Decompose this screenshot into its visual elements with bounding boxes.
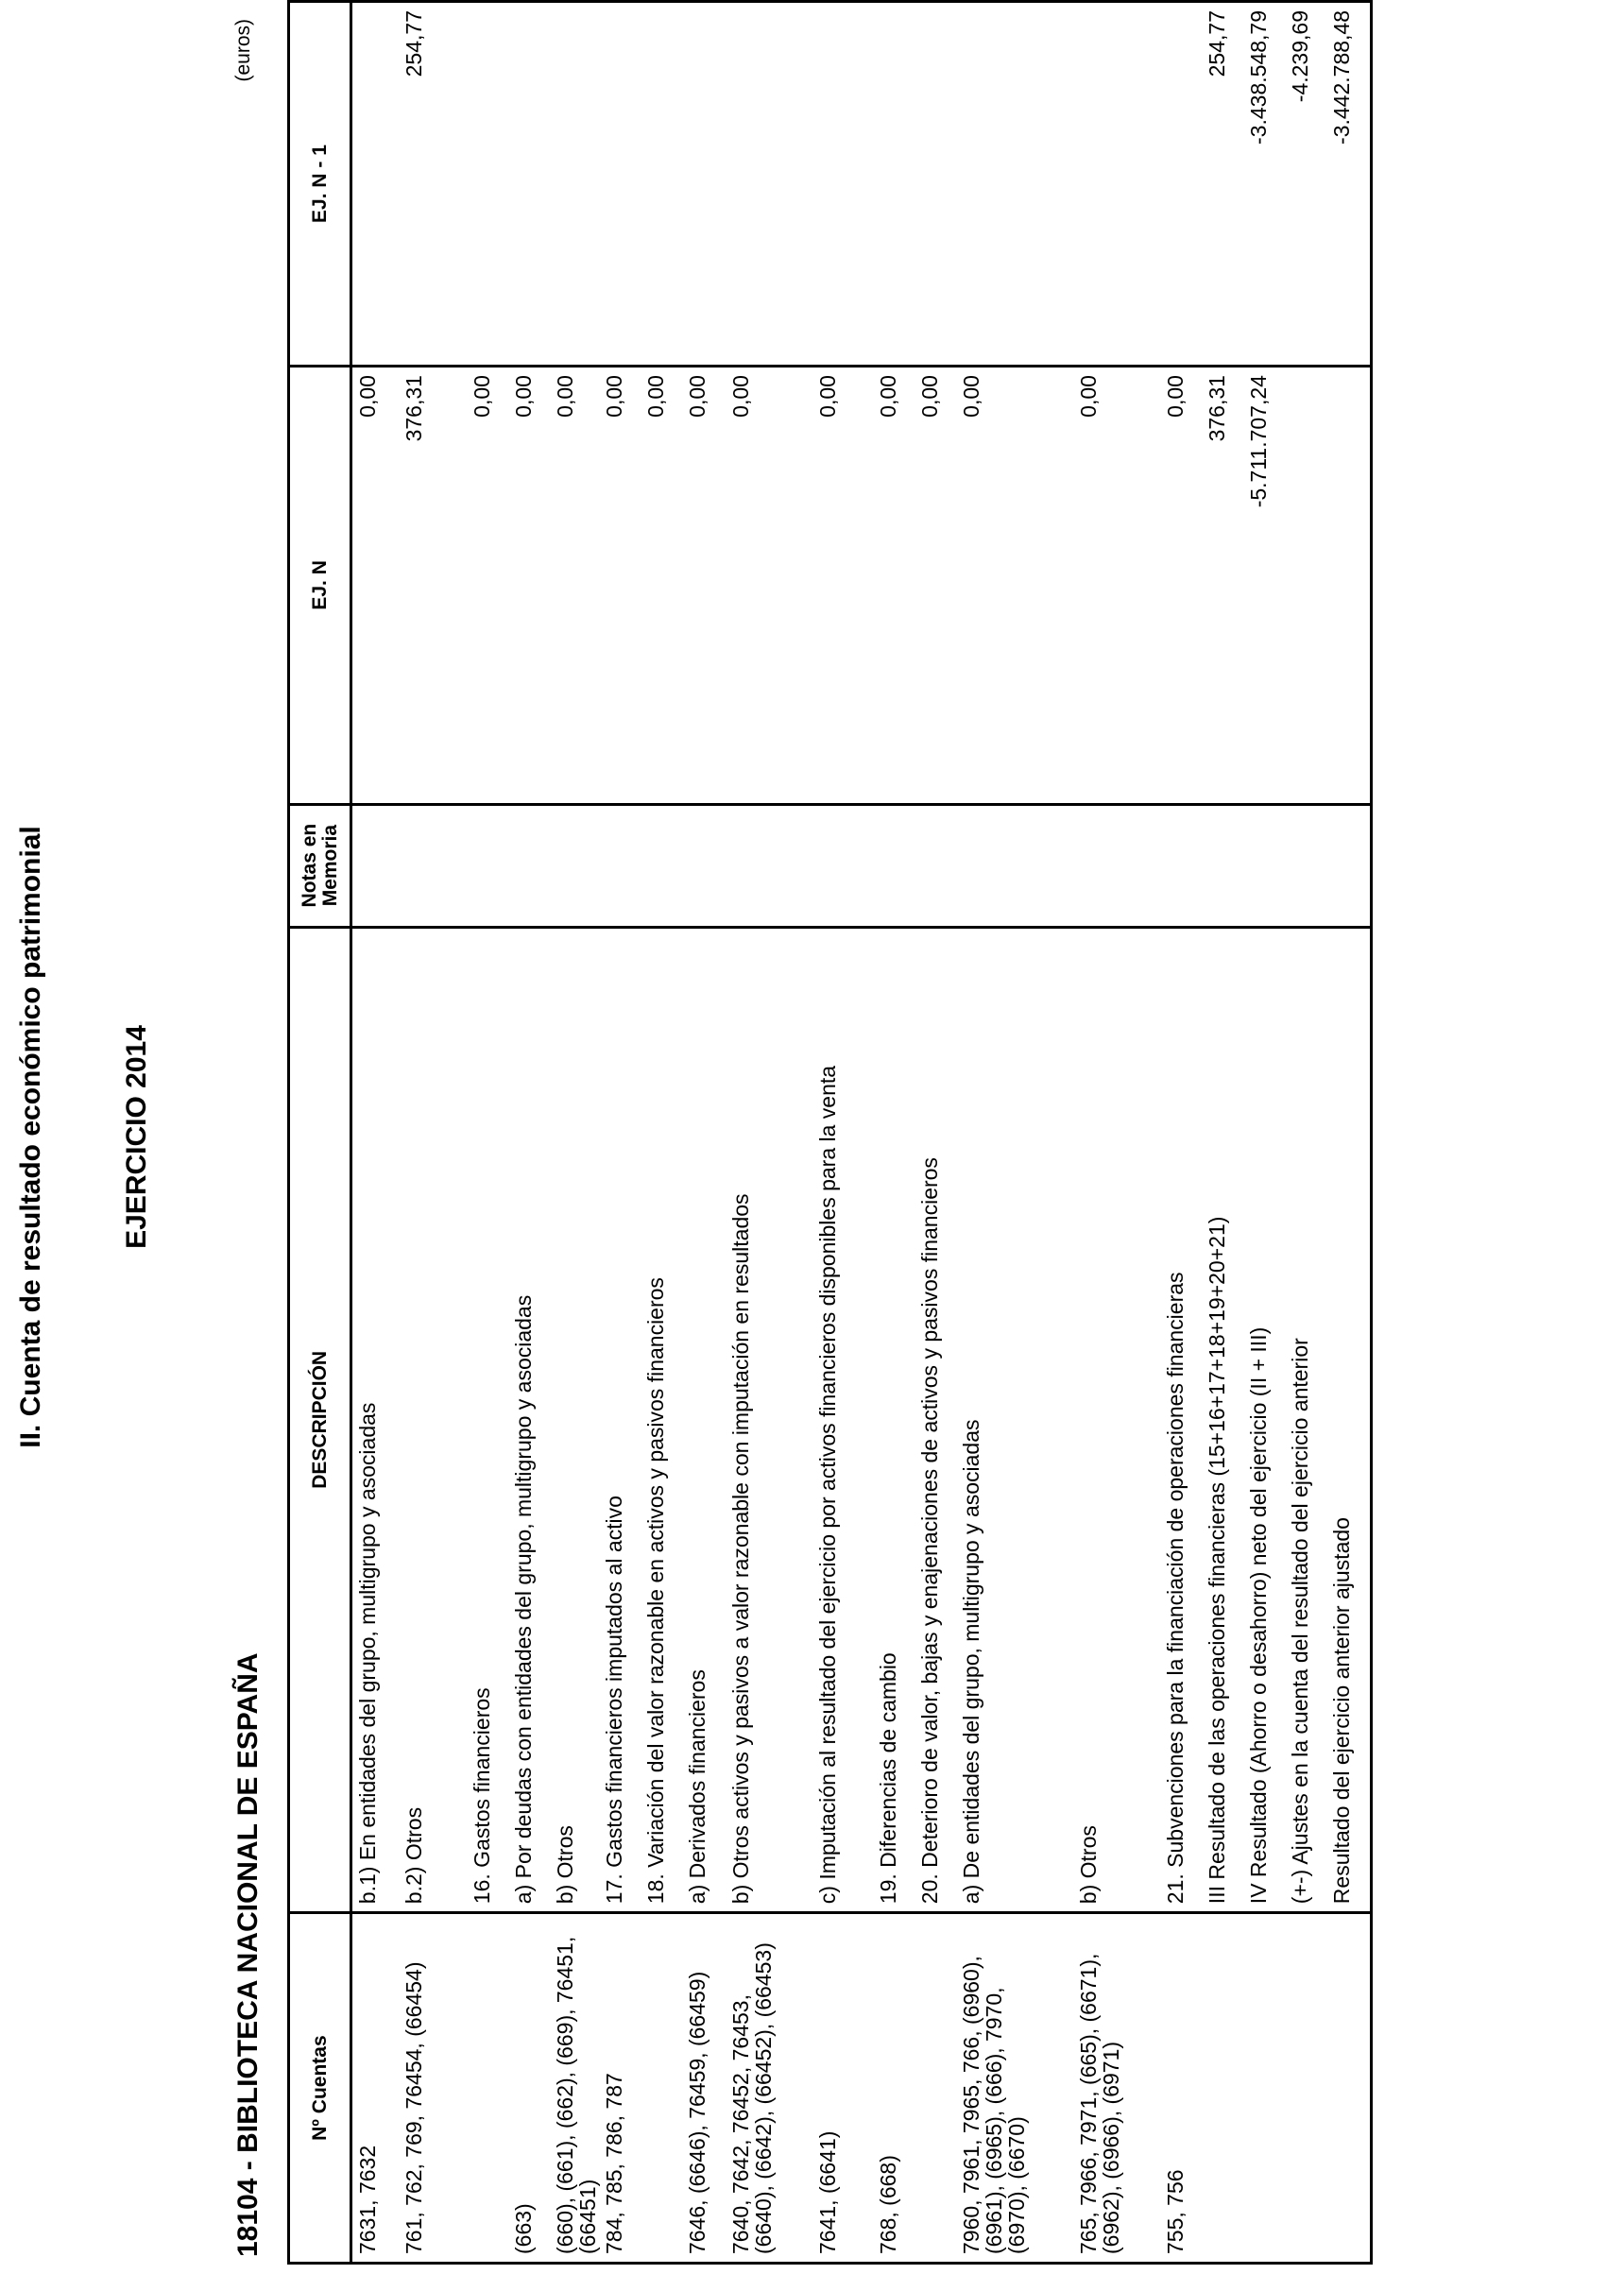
account-codes-cell: 765, 7966, 7971, (665), (6671), (6962), (6966), (6971) [1073,1913,1160,2264]
previous-year-amount-cell: 254,77 [1202,2,1243,367]
current-year-amount-cell: 0,00 [682,367,726,805]
current-year-amount-cell: -5.711.707,24 [1243,367,1285,805]
column-header-notes [289,804,351,927]
notes-cell [1285,804,1326,927]
account-codes-cell: 7641, (6641) [812,1913,873,2264]
description-cell: a) De entidades del grupo, multigrupo y asociadas [956,927,1073,1913]
previous-year-amount-cell [812,2,873,367]
description-cell: III Resultado de las operaciones financieras (15+16+17+18+19+20+21) [1202,927,1243,1913]
notes-cell [1160,804,1202,927]
notes-cell [726,804,812,927]
previous-year-amount-cell [508,2,550,367]
account-codes-cell: 7960, 7961, 7965, 766, (6960), (6961), (6965), (666), 7970, (6970), (6670) [956,1913,1073,2264]
table-row [599,2,641,2264]
table-row [812,2,873,2264]
current-year-amount-cell: 0,00 [467,367,508,805]
notes-cell [1073,804,1160,927]
current-year-amount-cell: 0,00 [873,367,915,805]
fiscal-year-title: EJERCICIO 2014 [121,1025,152,1249]
table-row [1285,2,1326,2264]
table-row [351,2,399,2264]
table-row [915,2,956,2264]
notes-cell [641,804,682,927]
current-year-amount-cell: 0,00 [1073,367,1160,805]
document-title: II. Cuenta de resultado económico patrimonial [15,826,46,1448]
description-cell: 18. Variación del valor razonable en activos y pasivos financieros [641,927,682,1913]
table-body [351,2,1372,2264]
description-cell: a) Derivados financieros [682,927,726,1913]
description-cell: Resultado del ejercicio anterior ajustado [1326,927,1372,1913]
previous-year-amount-cell: -3.438.548,79 [1243,2,1285,367]
notes-cell [1243,804,1285,927]
description-cell: a) Por deudas con entidades del grupo, multigrupo y asociadas [508,927,550,1913]
account-codes-cell [1243,1913,1285,2264]
current-year-amount-cell: 376,31 [399,367,467,805]
column-header-accounts: Nº Cuentas [289,1913,351,2264]
current-year-amount-cell: 0,00 [550,367,599,805]
table-row [1326,2,1372,2264]
previous-year-amount-cell [873,2,915,367]
notes-cell [1326,804,1372,927]
description-cell: c) Imputación al resultado del ejercicio por activos financieros disponibles para la venta [812,927,873,1913]
current-year-amount-cell: 0,00 [641,367,682,805]
current-year-amount-cell [1326,367,1372,805]
notes-cell [399,804,467,927]
notes-cell [351,804,399,927]
entity-name: 18104 - BIBLIOTECA NACIONAL DE ESPAÑA [232,1652,264,2257]
notes-cell [1202,804,1243,927]
current-year-amount-cell: 0,00 [812,367,873,805]
description-cell: 21. Subvenciones para la financiación de operaciones financieras [1160,927,1202,1913]
description-cell: 16. Gastos financieros [467,927,508,1913]
notes-cell [508,804,550,927]
previous-year-amount-cell [1160,2,1202,367]
account-codes-cell: 784, 785, 786, 787 [599,1913,641,2264]
previous-year-amount-cell: -4.239,69 [1285,2,1326,367]
results-table [287,0,1373,2265]
description-cell: b) Otros [1073,927,1160,1913]
description-cell: b) Otros [550,927,599,1913]
notes-cell [873,804,915,927]
notes-header-text: Notas en Memoria [298,823,341,908]
table-row [1202,2,1243,2264]
description-cell: 20. Deterioro de valor, bajas y enajenaciones de activos y pasivos financieros [915,927,956,1913]
account-codes-cell: 7640, 7642, 76452, 76453, (6640), (6642), (66452), (66453) [726,1913,812,2264]
notes-cell [682,804,726,927]
table-row [873,2,915,2264]
table-row [467,2,508,2264]
account-codes-cell [1202,1913,1243,2264]
current-year-amount-cell: 0,00 [956,367,1073,805]
account-codes-cell [1326,1913,1372,2264]
table-row [726,2,812,2264]
previous-year-amount-cell [956,2,1073,367]
table-row [399,2,467,2264]
description-cell: 19. Diferencias de cambio [873,927,915,1913]
column-header-previous-year: EJ. N - 1 [289,2,351,367]
table-row [550,2,599,2264]
table-header-row [289,2,351,2264]
previous-year-amount-cell [351,2,399,367]
notes-cell [599,804,641,927]
table-row [956,2,1073,2264]
description-cell: b.1) En entidades del grupo, multigrupo y asociadas [351,927,399,1913]
account-codes-cell: (660), (661), (662), (669), 76451, (66451) [550,1913,599,2264]
table-row [1073,2,1160,2264]
table-row [641,2,682,2264]
current-year-amount-cell: 0,00 [915,367,956,805]
account-codes-cell: 761, 762, 769, 76454, (66454) [399,1913,467,2264]
table-row [508,2,550,2264]
description-cell: 17. Gastos financieros imputados al activo [599,927,641,1913]
notes-cell [467,804,508,927]
previous-year-amount-cell [1073,2,1160,367]
account-codes-cell: 7646, (6646), 76459, (66459) [682,1913,726,2264]
description-cell: b.2) Otros [399,927,467,1913]
account-codes-cell [641,1913,682,2264]
previous-year-amount-cell [550,2,599,367]
table-row [682,2,726,2264]
currency-unit: (euros) [232,19,254,82]
account-codes-cell [1285,1913,1326,2264]
current-year-amount-cell: 0,00 [726,367,812,805]
previous-year-amount-cell: 254,77 [399,2,467,367]
notes-cell [812,804,873,927]
account-codes-cell [467,1913,508,2264]
account-codes-cell [915,1913,956,2264]
current-year-amount-cell: 376,31 [1202,367,1243,805]
current-year-amount-cell: 0,00 [508,367,550,805]
notes-cell [550,804,599,927]
previous-year-amount-cell [641,2,682,367]
notes-cell [956,804,1073,927]
notes-cell [915,804,956,927]
column-header-description: DESCRIPCIÓN [289,927,351,1913]
previous-year-amount-cell: -3.442.788,48 [1326,2,1372,367]
current-year-amount-cell: 0,00 [1160,367,1202,805]
current-year-amount-cell: 0,00 [351,367,399,805]
previous-year-amount-cell [599,2,641,367]
current-year-amount-cell [1285,367,1326,805]
previous-year-amount-cell [726,2,812,367]
description-cell: IV Resultado (Ahorro o desahorro) neto del ejercicio (II + III) [1243,927,1285,1913]
table-row [1160,2,1202,2264]
previous-year-amount-cell [915,2,956,367]
table-row [1243,2,1285,2264]
description-cell: b) Otros activos y pasivos a valor razonable con imputación en resultados [726,927,812,1913]
account-codes-cell: 7631, 7632 [351,1913,399,2264]
account-codes-cell: 755, 756 [1160,1913,1202,2264]
current-year-amount-cell: 0,00 [599,367,641,805]
column-header-current-year: EJ. N [289,367,351,805]
account-codes-cell: 768, (668) [873,1913,915,2264]
previous-year-amount-cell [467,2,508,367]
previous-year-amount-cell [682,2,726,367]
account-codes-cell: (663) [508,1913,550,2264]
description-cell: (+-) Ajustes en la cuenta del resultado del ejercicio anterior [1285,927,1326,1913]
